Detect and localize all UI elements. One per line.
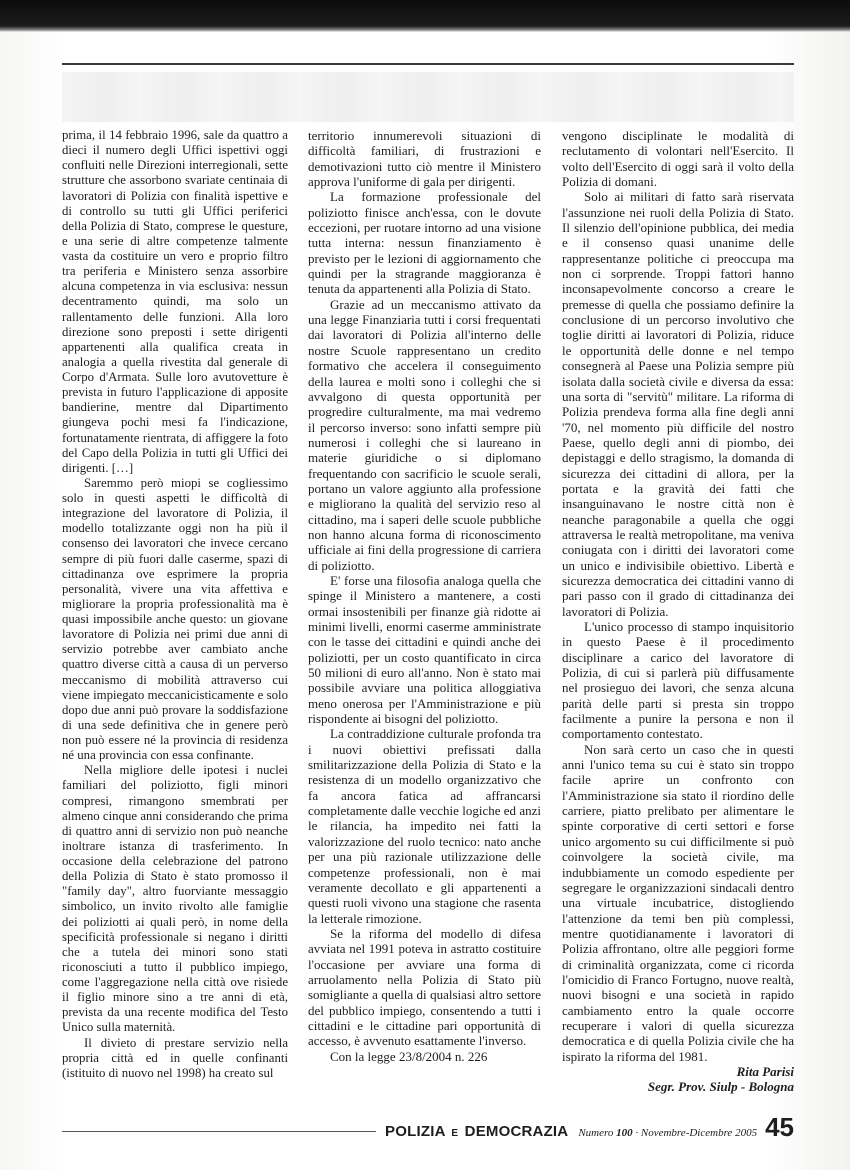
paragraph: vengono disciplinate le modalità di reclutamento di volontari nell'Esercito. Il volto dell'Esercito di oggi sarà il volto della Polizia di domani. xyxy=(562,128,794,190)
page-number: 45 xyxy=(765,1112,794,1142)
text-column-2 xyxy=(308,128,541,1064)
scan-dark-edge xyxy=(0,0,850,32)
text-column-1 xyxy=(62,128,288,1081)
issue-date: · Novembre-Dicembre 2005 xyxy=(635,1127,758,1139)
paragraph: La formazione professionale del poliziotto finisce anch'essa, con le dovute eccezioni, per ruotare intorno ad una visione tutta interna: nessun finanziamento è previsto per le lezioni di aggiornamento che quindi per la stragrande maggioranza è tenuta da appartenenti alla Polizia di Stato. xyxy=(308,189,541,297)
paragraph: Nella migliore delle ipotesi i nuclei familiari del poliziotto, figli minori compresi, rimangono smembrati per almeno cinque anni considerando che prima di quattro anni di servizio non può neanche inoltrare istanza di trasferimento. In occasione della celebrazione del patrono della Polizia di Stato è stato promosso il "family day", altro fuorviante messaggio simbolico, un invito rivolto alle famiglie dei poliziotti ai quali però, in nome della specificità professionale si negano i diritti che a tutela dei minori sono stati riconosciuti a tutto il pubblico impiego, come l'aggregazione nella città ove risiede il figlio minore sino a tre anni di età, prevista da una recente modifica del Testo Unico sulla maternità. xyxy=(62,763,288,1035)
bleed-through-band xyxy=(62,72,794,122)
page-footer xyxy=(385,1112,794,1142)
magazine-title-part2: DEMOCRAZIA xyxy=(464,1123,569,1140)
magazine-title xyxy=(385,1123,568,1140)
paragraph: Se la riforma del modello di difesa avviata nel 1991 poteva in astratto costituire l'occasione per avviare una forma di arruolamento nella Polizia di Stato più somigliante a quella di qualsiasi altro settore del pubblico impiego, consentendo a tutti i cittadini e le cittadine pari opportunità di accesso, è avvenuto esattamente l'inverso. xyxy=(308,925,541,1049)
author-role: Segr. Prov. Siulp - Bologna xyxy=(647,1079,794,1095)
paragraph: E' forse una filosofia analoga quella che spinge il Ministero a mantenere, a costi ormai insostenibili per finanze già ridotte ai minimi livelli, enormi caserme amministrate con le tasse dei cittadini e quindi anche dei poliziotti, per un costo quantificato in circa 50 milioni di euro all'anno. Non è stato mai possibile avviare una politica alloggiativa meno onerosa per l'Amministrazione e più rispondente ai bisogni del poliziotto. xyxy=(308,572,541,727)
paragraph: Grazie ad un meccanismo attivato da una legge Finanziaria tutti i corsi frequentati dai lavoratori di Polizia all'interno delle nostre Scuole rappresentano un credito formativo che accelera il conseguimento della laurea e molti sono i colleghi che si avvalgono di questa opportunità per progredire culturalmente, ma mai vedremo il percorso inverso: sono infatti sempre più numerosi i colleghi che si laureano in materie giuridiche o si diplomano frequentando con sacrificio le scuole serali, portano un valore aggiunto alla professione e migliorano la qualità del servizio reso al cittadino, ma i saperi delle scuole pubbliche non hanno alcuna forma di riconoscimento ufficiale ai fini della progressione di carriera di poliziotto. xyxy=(308,296,541,573)
paragraph: Il divieto di prestare servizio nella propria città ed in quelle confinanti (istituito di nuovo nel 1998) ha creato sul xyxy=(62,1035,288,1080)
header-rule xyxy=(62,63,794,65)
author-name: Rita Parisi xyxy=(736,1063,794,1079)
paragraph: Saremmo però miopi se cogliessimo solo in questi aspetti le difficoltà di integrazione del lavoratore di Polizia, il modello totalizzante oggi non ha più il consenso dei lavoratori che invece cercano sempre di più fuori dalle caserme, spazi di cittadinanza ove esprimere la propria personalità, vivere una vita affettiva e migliorare la propria professionalità ma è quasi impossibile anche questo: un giovane lavoratore di Polizia nei primi due anni di servizio potrebbe aver cambiato anche quattro diverse città a causa di un perverso meccanismo di mobilità attraverso cui viene impiegato meccanicisticamente e solo dopo due anni può provare la soddisfazione di una sede definitiva che in genere però non può essere né la provincia di residenza né una provincia con essa confinante. xyxy=(62,475,288,763)
issue-number: 100 xyxy=(616,1127,633,1139)
issue-label: Numero xyxy=(578,1127,614,1139)
footer-rule xyxy=(62,1131,376,1132)
magazine-title-conjunction: E xyxy=(451,1128,459,1139)
paragraph: Solo ai militari di fatto sarà riservata l'assunzione nei ruoli della Polizia di Stato. Il silenzio dell'opinione pubblica, dei media e il consenso quasi unanime delle rappresentanze politiche ci preoccupa ma non ci sorprende. Troppi fattori hanno inconsapevolmente concorso a creare le premesse di quella che possiamo definire la conclusione di un percorso involutivo che toglie diritti ai lavoratori di Polizia, riduce le opportunità delle donne e nel tempo consegnerà al Paese una Polizia sempre più isolata dalla società civile e diversa da essa: una sorta di "servitù" militare. La riforma di Polizia prendeva forma alla fine degli anni '70, nel momento più difficile del nostro Paese, quello degli anni di piombo, dei depistaggi e dello stragismo, la domanda di sicurezza dei cittadini di allora, per la portata e la gravità dei fatti che insanguinavano le nostre città non è neanche paragonabile a quella che oggi attraversa le realtà metropolitane, ma veniva coniugata con i diritti dei lavoratori come un unico e indivisibile obiettivo. Libertà e sicurezza democratica dei cittadini vanno di pari passo con il grado di cittadinanza dei lavoratori di Polizia. xyxy=(562,189,794,619)
paragraph: territorio innumerevoli situazioni di difficoltà familiari, di frustrazioni e demotivazioni tutto ciò mentre il Ministero approva l'uniforme di gala per dirigenti. xyxy=(308,128,541,190)
issue-info xyxy=(578,1127,757,1139)
text-column-3 xyxy=(562,128,794,1095)
paragraph: La contraddizione culturale profonda tra i nuovi obiettivi prefissati dalla smilitarizzazione della Polizia di Stato e la resistenza di un modello organizzativo che fa ancora fatica ad affrancarsi completamente dalle vecchie logiche ed anzi le rilancia, ha impedito nei fatti la valorizzazione del ruolo tecnico: nato anche per una più razionale utilizzazione delle competenze professionali, non è mai veramente decollato e gli appartenenti a questi ruoli vivono una stagione che rasenta la letterale rimozione. xyxy=(308,726,541,926)
paragraph: Con la legge 23/8/2004 n. 226 xyxy=(330,1048,488,1064)
paragraph: L'unico processo di stampo inquisitorio in questo Paese è il procedimento disciplinare a carico del lavoratore di Polizia, di cui si parlerà più diffusamente nel prosieguo dei lavori, che senza alcuna parità delle parti si presta sin troppo facilmente a punire la persona e non il comportamento contestato. xyxy=(562,619,794,742)
paragraph: prima, il 14 febbraio 1996, sale da quattro a dieci il numero degli Uffici ispettivi oggi confluiti nelle Direzioni interregionali, sette strutture che assorbono svariate centinaia di lavoratori di Polizia con finalità ispettive e di controllo su tutti gli Uffici periferici della Polizia di Stato, comprese le questure, e una serie di altre competenze talmente vasta da costituire un vero e proprio filtro tra periferia e Ministero senza assorbire alcuna competenza in via esclusiva: nessun decentramento quindi, ma solo un rallentamento delle funzioni. Alla loro direzione sono preposti i sette dirigenti appartenenti alla qualifica creata in analogia a quella rivestita dal generale di Corpo d'Armata. Sulle loro avutovetture è prevista in futuro l'applicazione di apposite bandierine, mentre dal Dipartimento giungeva pochi mesi fa l'indicazione, fortunatamente rientrata, di affiggere la foto del Capo della Polizia in tutti gli Uffici dei dirigenti. […] xyxy=(62,128,288,475)
paragraph: Non sarà certo un caso che in questi anni l'unico tema su cui è stato sin troppo facile aprire un confronto con l'Amministrazione sia stato il riordino delle carriere, piatto prelibato per alimentare le spinte corporative di certi settori e forse unico argomento su cui difficilmente si può coinvolgere la società civile, ma indubbiamente un comodo espediente per segregare le organizzazioni sindacali dentro una virtuale incubatrice, distogliendo l'attenzione da temi ben più complessi, mentre quotidianamente i lavoratori di Polizia affrontano, oltre alle peggiori forme di criminalità organizzata, come ci ricorda l'omicidio di Franco Fortugno, nuove realtà, nuovi bisogni e una società in rapido cambiamento entro la quale occorre recuperare i valori di quella sicurezza democratica e di quella Polizia civile che ha ispirato la riforma del 1981. xyxy=(562,741,794,1064)
magazine-title-part1: POLIZIA xyxy=(385,1123,446,1140)
